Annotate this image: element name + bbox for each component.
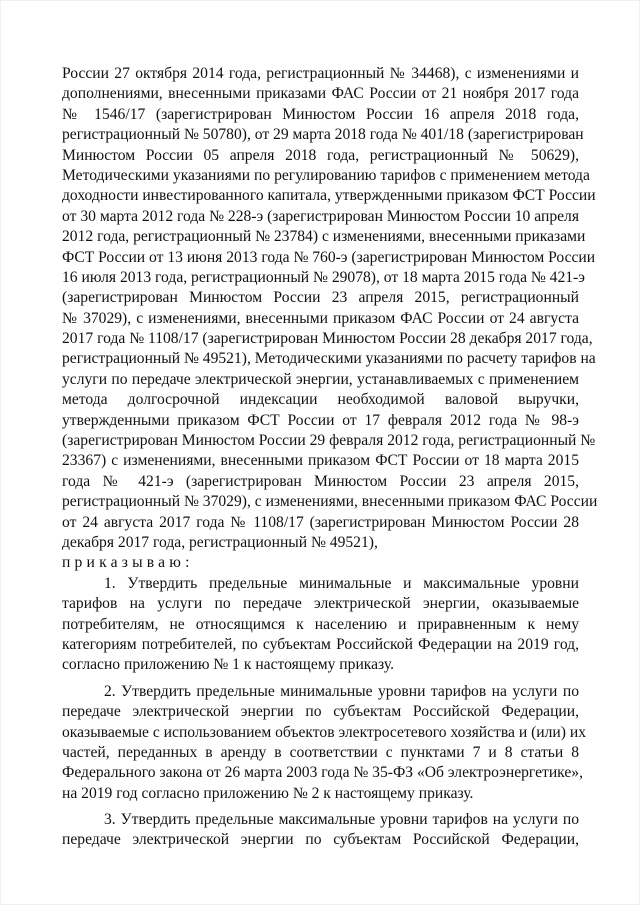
text-line: 16 июля 2013 года, регистрационный № 29078), от 18 марта 2015 года № 421-э (62, 268, 585, 286)
text-line: категориям потребителей, по субъектам Российской Федерации на 2019 год, (62, 635, 579, 653)
text-line: № 37029), с изменениями, внесенными приказом ФАС России от 24 августа (62, 309, 579, 327)
item-1-paragraph (62, 574, 579, 676)
text-line: 3. Утвердить предельные максимальные уровни тарифов на услуги по (104, 811, 579, 829)
text-line: частей, переданных в аренду в соответствии с пунктами 7 и 8 статьи 8 (62, 743, 579, 761)
text-line: передаче электрической энергии по субъектам Российской Федерации, (62, 831, 579, 849)
text-line: ФСТ России от 13 июня 2013 года № 760-э (зарегистрирован Минюстом России (62, 248, 596, 266)
text-line: доходности инвестированного капитала, утвержденными приказом ФСТ России (62, 187, 596, 205)
text-line: 2017 года № 1108/17 (зарегистрирован Минюстом России 28 декабря 2017 года, (62, 330, 593, 348)
text-line: тарифов на услуги по передаче электрической энергии, оказываемые (62, 595, 579, 613)
text-line: России 27 октября 2014 года, регистрационный № 34468), с изменениями и (62, 65, 579, 82)
text-line: утвержденными приказом ФСТ России от 17 февраля 2012 года № 98-э (62, 411, 579, 429)
text-line: услуги по передаче электрической энергии, устанавливаемых с применением (62, 370, 579, 388)
text-line: № 1546/17 (зарегистрирован Минюстом России 16 апреля 2018 года, (62, 105, 579, 123)
text-line: дополнениями, внесенными приказами ФАС России от 21 ноября 2017 года (62, 85, 579, 103)
text-line: (зарегистрирован Минюстом России 23 апреля 2015, регистрационный (62, 289, 579, 307)
text-line: регистрационный № 50780), от 29 марта 2018 года № 401/18 (зарегистрирован (62, 126, 584, 144)
text-line: потребителям, не относящимся к населению и приравненным к нему (62, 615, 579, 633)
text-line: Минюстом России 05 апреля 2018 года, регистрационный № 50629), (62, 146, 579, 164)
text-line: регистрационный № 49521), Методическими указаниями по расчету тарифов на (62, 350, 596, 368)
text-line: (зарегистрирован Минюстом России 29 февраля 2012 года, регистрационный № (62, 432, 596, 450)
item-2-paragraph (62, 682, 586, 804)
text-line: согласно приложению № 1 к настоящему приказу. (62, 656, 395, 674)
text-line: 2. Утвердить предельные минимальные уровни тарифов на услуги по (104, 682, 579, 700)
text-line: Федерального закона от 26 марта 2003 года № 35-ФЗ «Об электроэнергетике», (62, 764, 583, 782)
text-line: Методическими указаниями по регулированию тарифов с применением метода (62, 166, 590, 184)
text-line: оказываемые с использованием объектов электросетевого хозяйства и (или) их (62, 723, 586, 741)
text-line: 2012 года, регистрационный № 23784) с изменениями, внесенными приказами (62, 228, 586, 246)
order-word: приказываю: (62, 554, 194, 572)
intro-paragraph (62, 64, 598, 553)
text-line: от 30 марта 2012 года № 228-э (зарегистрирован Минюстом России 10 апреля (62, 207, 579, 225)
text-line: 23367) с изменениями, внесенными приказом ФСТ России от 18 марта 2015 (62, 452, 579, 470)
document-body (62, 64, 598, 851)
text-line: передаче электрической энергии по субъектам Российской Федерации, (62, 703, 579, 721)
text-line: 1. Утвердить предельные минимальные и максимальные уровни (104, 574, 579, 592)
text-line: года № 421-э (зарегистрирован Минюстом России 23 апреля 2015, (62, 472, 579, 490)
text-line: декабря 2017 года, регистрационный № 49521), (62, 533, 378, 551)
text-line: от 24 августа 2017 года № 1108/17 (зарегистрирован Минюстом России 28 (62, 513, 579, 531)
text-line: на 2019 год согласно приложению № 2 к настоящему приказу. (62, 784, 474, 802)
item-3-paragraph (62, 810, 579, 851)
text-line: регистрационный № 37029), с изменениями, внесенными приказом ФАС России (62, 493, 598, 511)
text-line: метода долгосрочной индексации необходимой валовой выручки, (62, 391, 579, 409)
